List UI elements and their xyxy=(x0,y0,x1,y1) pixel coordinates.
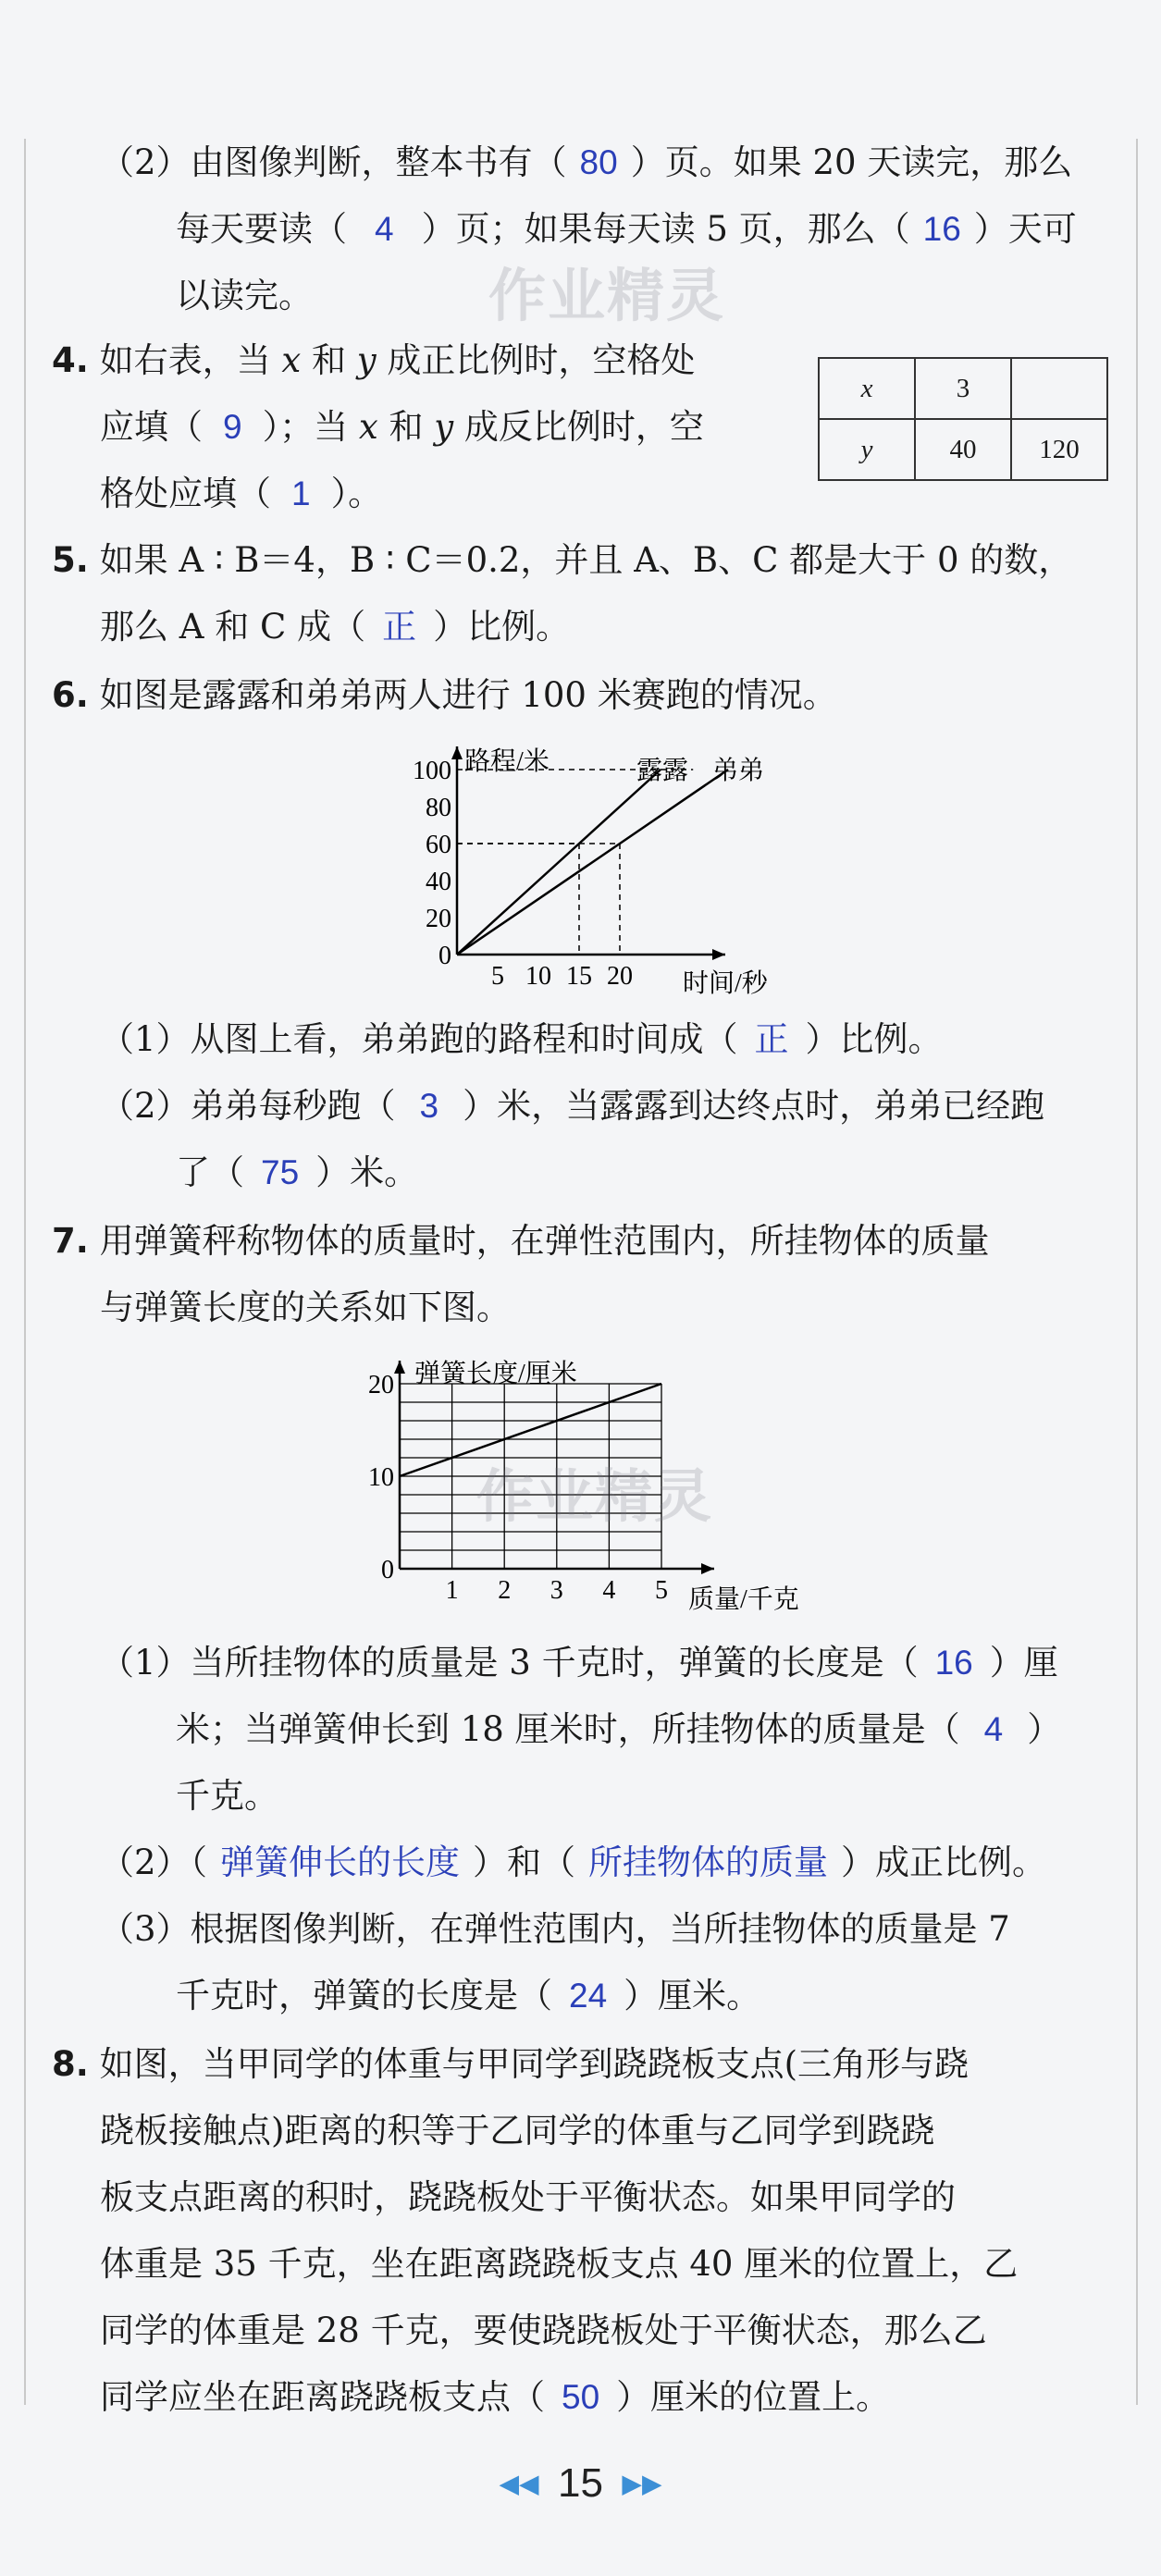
q3-p2-line3: 以读完。 xyxy=(176,276,313,315)
x-axis-arrow xyxy=(701,1563,714,1574)
q8-line2: 跷板接触点)距离的积等于乙同学的体重与乙同学到跷跷 xyxy=(100,2111,935,2151)
answer-blank[interactable]: 正 xyxy=(382,608,417,646)
y-tick-label: 10 xyxy=(368,1463,394,1492)
q7-p1-cont: 米；当弹簧伸长到 18 厘米时，所挂物体的质量是（ 4 ） xyxy=(176,1709,1062,1749)
watermark: 作业精灵 xyxy=(488,262,726,329)
table-cell: 40 xyxy=(915,419,1011,480)
right-margin-line xyxy=(1136,139,1138,2405)
q3-p2-line1: （2）由图像判断，整本书有（ 80 ）页。如果 20 天读完，那么 xyxy=(100,142,1073,182)
x-axis-label: 时间/秒 xyxy=(683,969,768,998)
y-tick-label: 0 xyxy=(438,942,451,970)
y-tick-label: 20 xyxy=(426,905,451,933)
series-line-didi xyxy=(457,770,728,955)
left-margin-line xyxy=(24,139,26,2405)
answer-blank[interactable]: 所挂物体的质量 xyxy=(588,1843,829,1881)
race-chart xyxy=(389,740,796,999)
x-tick-label: 5 xyxy=(655,1576,668,1605)
table-cell: 3 xyxy=(915,358,1011,419)
x-tick-label: 20 xyxy=(607,962,633,991)
answer-blank[interactable]: 1 xyxy=(291,475,311,512)
q5-line1: 5. 如果 A ∶ B＝4，B ∶ C＝0.2，并且 A、B、C 都是大于 0 的数， xyxy=(52,540,1073,580)
q6-line1: 6. 如图是露露和弟弟两人进行 100 米赛跑的情况。 xyxy=(52,675,837,715)
answer-blank[interactable]: 正 xyxy=(754,1020,789,1058)
table-cell: x xyxy=(819,358,915,419)
y-axis-arrow xyxy=(451,746,463,759)
answer-blank[interactable]: 4 xyxy=(983,1710,1004,1748)
y-axis-label: 弹簧长度/厘米 xyxy=(414,1360,577,1388)
answer-blank[interactable]: 24 xyxy=(569,1977,608,2015)
q7-p2: （2）（ 弹簧伸长的长度 ）和（ 所挂物体的质量 ）成正比例。 xyxy=(100,1843,1047,1882)
page-number: 15 xyxy=(558,2460,603,2506)
answer-blank[interactable]: 50 xyxy=(562,2378,600,2416)
legend-didi: 弟弟 xyxy=(712,757,765,785)
page-footer xyxy=(0,2460,1161,2507)
y-tick-label: 100 xyxy=(413,757,451,785)
q4-line2: 应填（ 9 ）；当 x 和 y 成反比例时，空 xyxy=(100,407,704,447)
x-tick-label: 5 xyxy=(491,962,504,991)
q7-line1: 7. 用弹簧秤称物体的质量时，在弹性范围内，所挂物体的质量 xyxy=(52,1221,990,1261)
q8-line1: 8. 如图，当甲同学的体重与甲同学到跷跷板支点(三角形与跷 xyxy=(52,2044,970,2084)
x-tick-label: 15 xyxy=(566,962,592,991)
q7-p3-cont: 千克时，弹簧的长度是（ 24 ）厘米。 xyxy=(176,1976,761,2015)
x-axis-arrow xyxy=(712,949,725,960)
q7-p3: （3）根据图像判断，在弹性范围内，当所挂物体的质量是 7 xyxy=(100,1909,1010,1949)
q8-line4: 体重是 35 千克，坐在距离跷跷板支点 40 厘米的位置上，乙 xyxy=(100,2244,1019,2284)
xy-table xyxy=(818,357,1108,481)
answer-blank[interactable]: 16 xyxy=(934,1644,973,1682)
answer-blank[interactable]: 3 xyxy=(419,1087,439,1125)
q8-line3: 板支点距离的积时，跷跷板处于平衡状态。如果甲同学的 xyxy=(100,2177,956,2217)
q6-p2-cont: 了（ 75 ）米。 xyxy=(176,1152,419,1192)
y-axis-arrow xyxy=(394,1361,405,1374)
legend-lulu: 露露 xyxy=(636,757,689,785)
table-cell: 120 xyxy=(1011,419,1107,480)
q4-line1: 4. 如右表，当 x 和 y 成正比例时，空格处 xyxy=(52,340,696,380)
q6-p1: （1）从图上看，弟弟跑的路程和时间成（ 正 ）比例。 xyxy=(100,1019,943,1059)
y-tick-label: 80 xyxy=(426,794,451,822)
x-tick-label: 4 xyxy=(602,1576,616,1605)
y-tick-label: 0 xyxy=(381,1556,394,1584)
y-tick-label: 60 xyxy=(426,831,451,859)
table-cell-empty xyxy=(1011,358,1107,419)
next-page-icon[interactable]: ▶▶ xyxy=(622,2469,662,2498)
y-tick-label: 40 xyxy=(426,868,451,896)
x-tick-label: 1 xyxy=(445,1576,459,1605)
q7-line2: 与弹簧长度的关系如下图。 xyxy=(100,1288,511,1327)
q6-p2: （2）弟弟每秒跑（ 3 ）米，当露露到达终点时，弟弟已经跑 xyxy=(100,1086,1045,1126)
y-axis-label: 路程/米 xyxy=(464,747,550,776)
x-axis-label: 质量/千克 xyxy=(688,1585,799,1614)
y-tick-label: 20 xyxy=(368,1371,394,1399)
answer-blank[interactable]: 80 xyxy=(579,143,618,181)
x-tick-label: 2 xyxy=(498,1576,512,1605)
q3-p2-line2: 每天要读（ 4 ）页；如果每天读 5 页，那么（ 16 ）天可 xyxy=(176,209,1077,249)
table-cell: y xyxy=(819,419,915,480)
q8-line5: 同学的体重是 28 千克，要使跷跷板处于平衡状态，那么乙 xyxy=(100,2311,987,2350)
table-row xyxy=(819,419,1107,480)
q4-line3: 格处应填（ 1 ）。 xyxy=(100,474,383,513)
q8-line6: 同学应坐在距离跷跷板支点（ 50 ）厘米的位置上。 xyxy=(100,2377,891,2417)
x-tick-label: 10 xyxy=(525,962,551,991)
series-line-lulu xyxy=(457,770,661,955)
q7-p1: （1）当所挂物体的质量是 3 千克时，弹簧的长度是（ 16 ）厘 xyxy=(100,1643,1058,1682)
q7-p1-cont2: 千克。 xyxy=(176,1776,278,1816)
answer-blank[interactable]: 16 xyxy=(922,210,961,248)
table-row xyxy=(819,358,1107,419)
prev-page-icon[interactable]: ◀◀ xyxy=(499,2469,539,2498)
q5-line2: 那么 A 和 C 成（ 正 ）比例。 xyxy=(100,607,571,647)
answer-blank[interactable]: 75 xyxy=(261,1153,300,1191)
answer-blank[interactable]: 4 xyxy=(375,210,394,248)
x-tick-label: 3 xyxy=(550,1576,563,1605)
watermark: 作业精灵 xyxy=(476,1462,714,1530)
answer-blank[interactable]: 弹簧伸长的长度 xyxy=(220,1843,461,1881)
answer-blank[interactable]: 9 xyxy=(223,408,242,446)
